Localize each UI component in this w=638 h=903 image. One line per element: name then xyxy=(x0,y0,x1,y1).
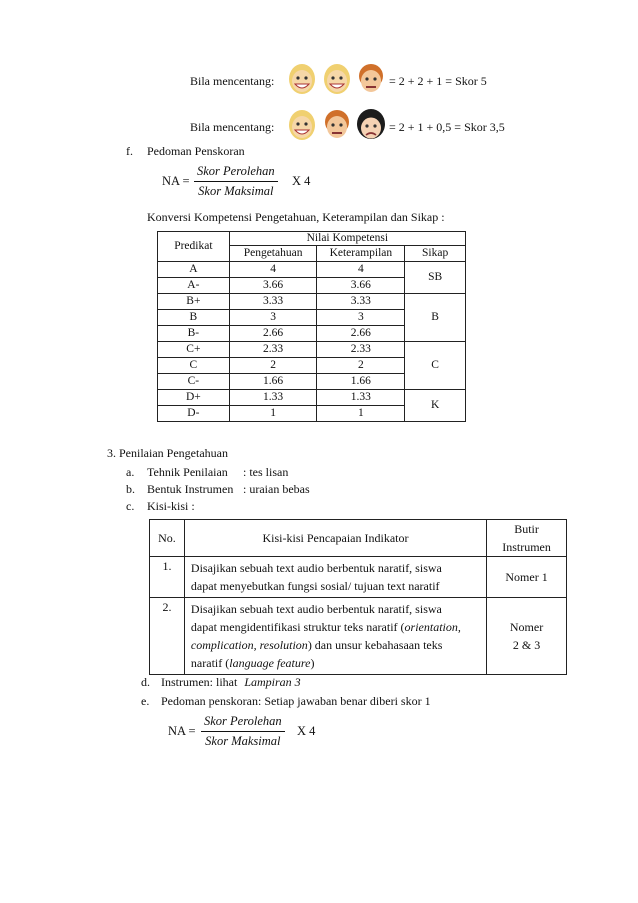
cell-predikat: C- xyxy=(158,374,230,390)
header-pengetahuan: Pengetahuan xyxy=(229,246,317,262)
cell-kisi xyxy=(184,557,486,598)
item-d-text xyxy=(161,675,301,690)
conversion-title: Konversi Kompetensi Pengetahuan, Keterampilan dan Sikap : xyxy=(147,210,445,224)
kisi-text: naratif ( xyxy=(190,656,230,670)
header-butir-instrumen xyxy=(487,520,567,557)
kisi-line xyxy=(191,636,480,654)
cell-pengetahuan: 4 xyxy=(229,262,317,278)
item-d-label: Instrumen: lihat xyxy=(161,675,238,689)
kisi-line: Disajikan sebuah text audio berbentuk naratif, siswa xyxy=(190,561,442,575)
cell-keterampilan: 1.66 xyxy=(317,374,405,390)
neutral-face-icon xyxy=(356,62,386,96)
kisi-italic-text: complication, resolution xyxy=(190,638,308,652)
formula1-multiplier: X 4 xyxy=(292,174,311,188)
kisi-line: Disajikan sebuah text audio berbentuk naratif, siswa xyxy=(190,602,442,616)
kisi-text: ) dan unsur kebahasaan teks xyxy=(307,638,443,652)
cell-pengetahuan: 3.33 xyxy=(229,294,317,310)
item-c-marker: c. xyxy=(126,499,135,513)
section-f-title: Pedoman Penskoran xyxy=(147,144,245,158)
item-b-label: Bentuk Instrumen xyxy=(147,482,234,496)
item-a-label: Tehnik Penilaian xyxy=(147,465,228,479)
formula2-multiplier: X 4 xyxy=(297,724,316,738)
cell-pengetahuan: 2.33 xyxy=(229,342,317,358)
item-b-value: : uraian bebas xyxy=(243,482,310,496)
item-d-marker: d. xyxy=(141,675,150,689)
rule1-label: Bila mencentang: xyxy=(190,74,275,88)
smiling-face-icon xyxy=(287,62,317,96)
formula2-lhs: NA = xyxy=(168,724,196,738)
cell-pengetahuan: 1.33 xyxy=(229,390,317,406)
section3-heading: 3. Penilaian Pengetahuan xyxy=(107,446,228,460)
header-no: No. xyxy=(150,520,185,557)
cell-pengetahuan: 1 xyxy=(229,406,317,422)
cell-kisi xyxy=(184,598,486,675)
table-row xyxy=(158,342,466,358)
cell-pengetahuan: 3 xyxy=(229,310,317,326)
kisi-text: ) xyxy=(310,656,315,670)
cell-pengetahuan: 1.66 xyxy=(229,374,317,390)
sad-face-icon xyxy=(356,108,386,142)
formula2-denominator: Skor Maksimal xyxy=(201,731,285,749)
rule1-result: = 2 + 2 + 1 = Skor 5 xyxy=(389,74,487,88)
cell-butir xyxy=(487,598,567,675)
cell-predikat: A- xyxy=(158,278,230,294)
neutral-face-icon xyxy=(322,108,352,142)
item-c-label: Kisi-kisi : xyxy=(147,499,195,513)
table-row xyxy=(158,262,466,278)
smiling-face-icon xyxy=(322,62,352,96)
formula2-fraction xyxy=(201,714,285,749)
cell-keterampilan: 4 xyxy=(317,262,405,278)
item-e-text: Pedoman penskoran: Setiap jawaban benar diberi skor 1 xyxy=(161,694,431,708)
formula1-fraction xyxy=(194,164,278,199)
header-butir-line2: Instrumen xyxy=(502,540,551,554)
cell-keterampilan: 1 xyxy=(317,406,405,422)
cell-predikat: A xyxy=(158,262,230,278)
cell-pengetahuan: 3.66 xyxy=(229,278,317,294)
cell-pengetahuan: 2.66 xyxy=(229,326,317,342)
item-b-marker: b. xyxy=(126,482,135,496)
kisi-text: dapat mengidentifikasi struktur teks naratif ( xyxy=(190,620,405,634)
section-f-marker: f. xyxy=(126,144,133,158)
header-nilai-kompetensi: Nilai Kompetensi xyxy=(229,232,465,246)
cell-sikap: SB xyxy=(405,262,466,294)
header-kisi-kisi: Kisi-kisi Pencapaian Indikator xyxy=(184,520,486,557)
cell-keterampilan: 3.33 xyxy=(317,294,405,310)
rule2-label: Bila mencentang: xyxy=(190,120,275,134)
cell-no: 2. xyxy=(150,598,185,675)
table-row xyxy=(158,294,466,310)
cell-keterampilan: 3.66 xyxy=(317,278,405,294)
cell-keterampilan: 2 xyxy=(317,358,405,374)
item-e-marker: e. xyxy=(141,694,150,708)
table-row xyxy=(150,557,567,598)
cell-keterampilan: 2.33 xyxy=(317,342,405,358)
butir-line: 2 & 3 xyxy=(512,638,541,652)
cell-predikat: B- xyxy=(158,326,230,342)
cell-sikap: K xyxy=(405,390,466,422)
cell-predikat: B xyxy=(158,310,230,326)
item-a-marker: a. xyxy=(126,465,135,479)
cell-no: 1. xyxy=(150,557,185,598)
formula1-lhs: NA = xyxy=(162,174,190,188)
conversion-table xyxy=(157,231,466,422)
kisi-line xyxy=(191,618,480,636)
kisi-italic-text: orientation, xyxy=(404,620,461,634)
rule2-result: = 2 + 1 + 0,5 = Skor 3,5 xyxy=(389,120,505,134)
cell-sikap: C xyxy=(405,342,466,390)
cell-keterampilan: 2.66 xyxy=(317,326,405,342)
header-butir-line1: Butir xyxy=(514,522,539,536)
item-a-value: : tes lisan xyxy=(243,465,289,479)
kisi-kisi-table xyxy=(149,519,567,675)
cell-sikap: B xyxy=(405,294,466,342)
cell-predikat: C+ xyxy=(158,342,230,358)
kisi-italic-text: language feature xyxy=(229,656,311,670)
table-row xyxy=(158,390,466,406)
smiling-face-icon xyxy=(287,108,317,142)
cell-predikat: C xyxy=(158,358,230,374)
cell-butir: Nomer 1 xyxy=(487,557,567,598)
cell-predikat: D+ xyxy=(158,390,230,406)
formula1-numerator: Skor Perolehan xyxy=(197,164,275,178)
cell-keterampilan: 3 xyxy=(317,310,405,326)
butir-line: Nomer xyxy=(509,620,544,634)
kisi-line: dapat menyebutkan fungsi sosial/ tujuan text naratif xyxy=(190,579,440,593)
formula2-numerator: Skor Perolehan xyxy=(204,714,282,728)
cell-predikat: B+ xyxy=(158,294,230,310)
cell-pengetahuan: 2 xyxy=(229,358,317,374)
header-keterampilan: Keterampilan xyxy=(317,246,405,262)
table-row xyxy=(150,598,567,675)
header-predikat: Predikat xyxy=(158,232,230,262)
lampiran-reference: Lampiran 3 xyxy=(244,675,301,689)
formula1-denominator: Skor Maksimal xyxy=(194,181,278,199)
cell-predikat: D- xyxy=(158,406,230,422)
kisi-line xyxy=(191,654,480,672)
cell-keterampilan: 1.33 xyxy=(317,390,405,406)
header-sikap: Sikap xyxy=(405,246,466,262)
